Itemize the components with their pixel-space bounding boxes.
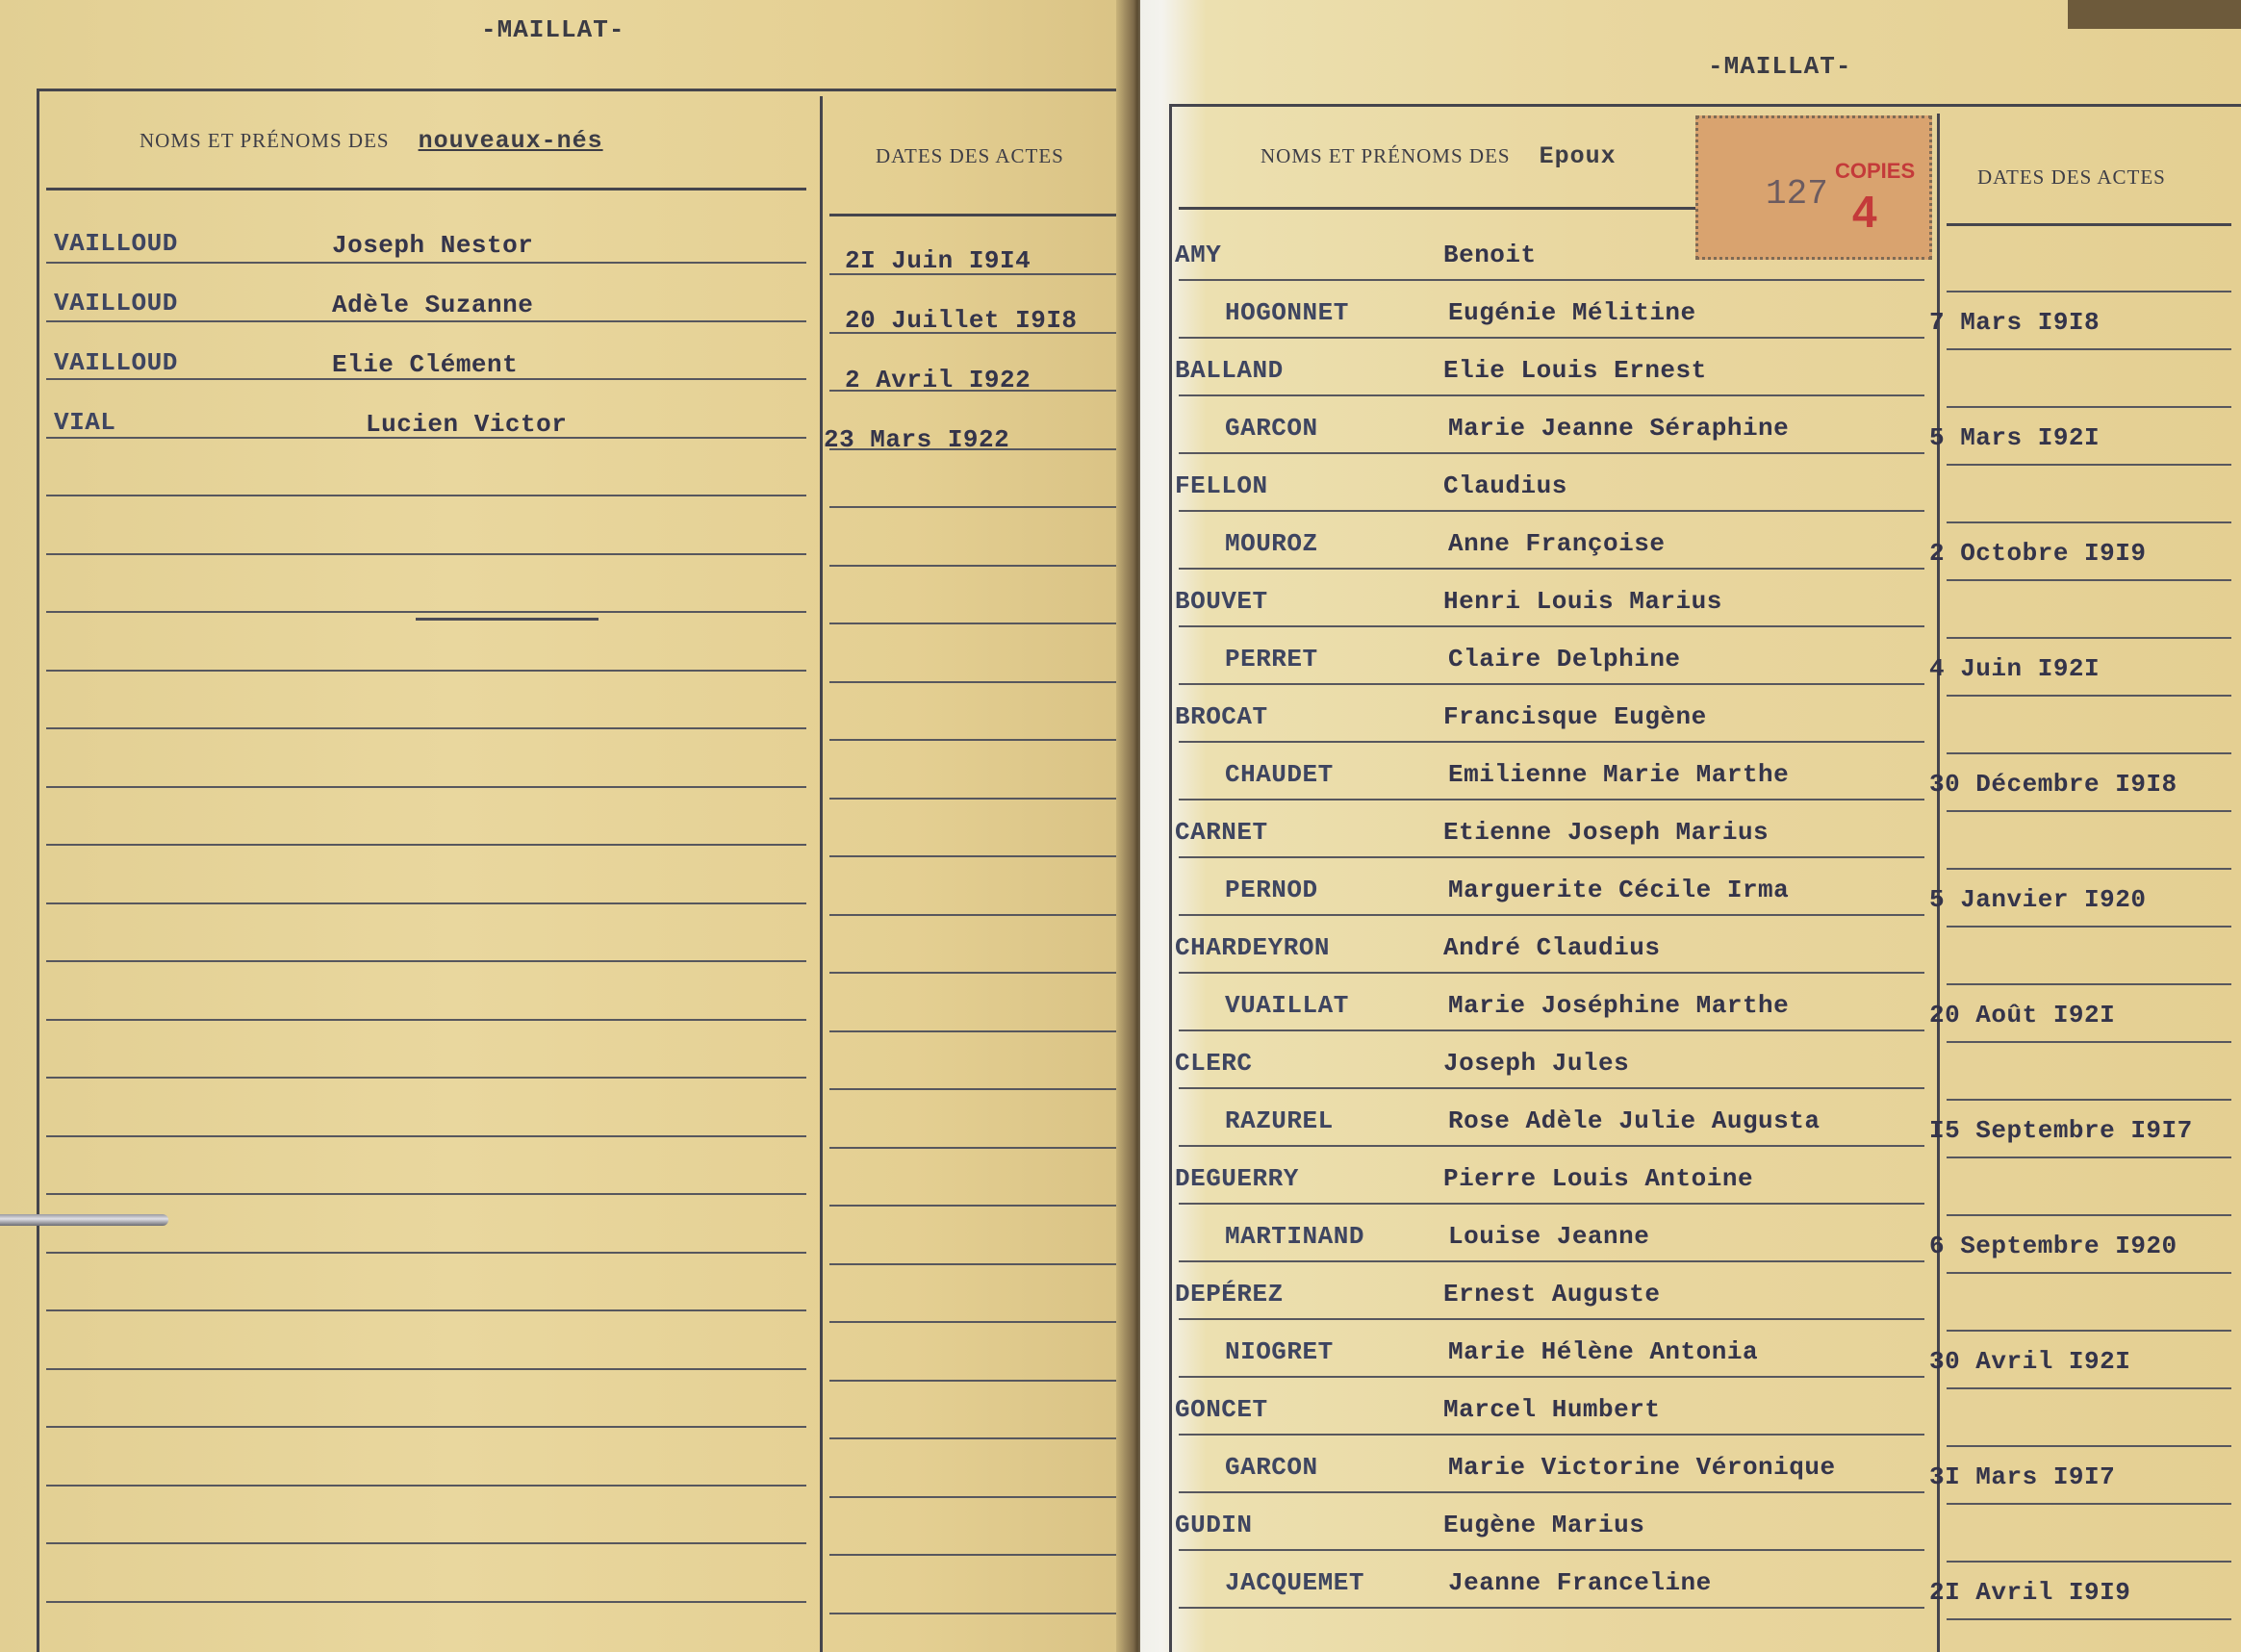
ruled-line (1179, 1029, 1924, 1031)
ruled-line (1947, 1041, 2231, 1043)
husband-given-names: Pierre Louis Antoine (1443, 1164, 1754, 1193)
ruled-line (1179, 1607, 1924, 1609)
wife-surname: JACQUEMET (1225, 1568, 1364, 1597)
ruled-line (829, 855, 1118, 857)
ruled-line (829, 1496, 1118, 1498)
ruled-line (46, 844, 806, 846)
ruled-line (829, 1030, 1118, 1032)
stamp-copies-label: COPIES (1835, 159, 1916, 183)
right-names-header (1261, 142, 1617, 170)
ruled-line (1947, 1214, 2231, 1216)
left-names-header-label: NOMS ET PRÉNOMS DES (140, 129, 390, 152)
wife-surname: RAZUREL (1225, 1106, 1334, 1135)
wife-surname: HOGONNET (1225, 298, 1349, 327)
ruled-line (1179, 1318, 1924, 1320)
stamp-number: 127 (1766, 174, 1828, 214)
wife-given-names: Anne Françoise (1448, 529, 1666, 558)
marriage-act-date: 30 Avril I92I (1929, 1347, 2131, 1376)
wife-given-names: Marie Victorine Véronique (1448, 1453, 1836, 1482)
left-names-header (140, 127, 603, 155)
wife-surname: MOUROZ (1225, 529, 1318, 558)
husband-surname: DEGUERRY (1175, 1164, 1299, 1193)
husband-given-names: Joseph Jules (1443, 1049, 1630, 1078)
husband-given-names: Benoit (1443, 241, 1537, 269)
right-date-header: DATES DES ACTES (1977, 165, 2166, 189)
ruled-line (829, 1321, 1118, 1323)
ruled-line (1179, 1203, 1924, 1205)
husband-given-names: Henri Louis Marius (1443, 587, 1722, 616)
ruled-line (46, 495, 806, 496)
ruled-line (1179, 741, 1924, 743)
ruled-line (1179, 799, 1924, 801)
wife-given-names: Marie Jeanne Séraphine (1448, 414, 1790, 443)
birth-surname: VAILLOUD (54, 289, 178, 318)
husband-given-names: Ernest Auguste (1443, 1280, 1661, 1309)
ruled-line (1179, 510, 1924, 512)
marriage-act-date: I5 Septembre I9I7 (1929, 1116, 2193, 1145)
ruled-line (46, 1077, 806, 1079)
right-column-divider (1937, 114, 1940, 1652)
right-names-header-fill: Epoux (1539, 142, 1617, 170)
ruled-line (1947, 752, 2231, 754)
marriage-act-date: 5 Mars I92I (1929, 423, 2101, 452)
ruled-line (1179, 279, 1924, 281)
husband-given-names: Elie Louis Ernest (1443, 356, 1707, 385)
ruled-line (46, 960, 806, 962)
birth-act-date: 2I Juin I9I4 (845, 246, 1031, 275)
marriage-act-date: 7 Mars I9I8 (1929, 308, 2101, 337)
ruled-line (1947, 406, 2231, 408)
husband-given-names: André Claudius (1443, 933, 1661, 962)
ruled-line (46, 902, 806, 904)
birth-given-names: Joseph Nestor (332, 231, 534, 260)
fiscal-stamp (1695, 115, 1932, 260)
ruled-line (46, 1426, 806, 1428)
ruled-line (829, 1554, 1118, 1556)
marriage-act-date: 4 Juin I92I (1929, 654, 2101, 683)
wife-surname: PERNOD (1225, 876, 1318, 904)
wife-given-names: Louise Jeanne (1448, 1222, 1650, 1251)
ruled-line (1947, 1330, 2231, 1332)
ruled-line (1947, 1503, 2231, 1505)
ruled-line (1179, 1491, 1924, 1493)
ruled-line (1179, 1145, 1924, 1147)
ruled-line (1179, 394, 1924, 396)
ruled-line (829, 681, 1118, 683)
ruled-line (1947, 983, 2231, 985)
birth-surname: VIAL (54, 408, 116, 437)
wife-given-names: Claire Delphine (1448, 645, 1681, 674)
husband-surname: DEPÉREZ (1175, 1280, 1284, 1309)
ruled-line (1947, 348, 2231, 350)
ruled-line (46, 727, 806, 729)
ruled-line (829, 506, 1118, 508)
ruled-line (1947, 1387, 2231, 1389)
ruled-line (1947, 464, 2231, 466)
ruled-line (829, 914, 1118, 916)
left-column-divider (820, 96, 823, 1652)
wife-given-names: Marguerite Cécile Irma (1448, 876, 1790, 904)
wife-given-names: Marie Joséphine Marthe (1448, 991, 1790, 1020)
ruled-line (829, 1147, 1118, 1149)
ruled-line (829, 739, 1118, 741)
wife-surname: NIOGRET (1225, 1337, 1334, 1366)
ruled-line (1179, 1260, 1924, 1262)
ruled-line (829, 565, 1118, 567)
ruled-line (1179, 452, 1924, 454)
husband-surname: BALLAND (1175, 356, 1284, 385)
wife-surname: VUAILLAT (1225, 991, 1349, 1020)
ruled-line (46, 611, 806, 613)
ruled-line (1179, 1376, 1924, 1378)
wife-surname: GARCON (1225, 414, 1318, 443)
ruled-line (1947, 1099, 2231, 1101)
husband-surname: CHARDEYRON (1175, 933, 1331, 962)
wife-given-names: Eugénie Mélitine (1448, 298, 1696, 327)
ruled-line (1179, 337, 1924, 339)
wife-surname: PERRET (1225, 645, 1318, 674)
marriage-act-date: 2 Octobre I9I9 (1929, 539, 2147, 568)
left-running-head: -MAILLAT- (481, 15, 625, 44)
marriage-act-date: 2I Avril I9I9 (1929, 1578, 2131, 1607)
ruled-line (1947, 810, 2231, 812)
birth-surname: VAILLOUD (54, 229, 178, 258)
ruled-line (46, 320, 806, 322)
ruled-line (829, 1088, 1118, 1090)
wife-surname: MARTINAND (1225, 1222, 1364, 1251)
ruled-line (829, 1437, 1118, 1439)
ruled-line (1179, 1549, 1924, 1551)
wife-surname: GARCON (1225, 1453, 1318, 1482)
stamp-fee: 4 (1852, 187, 1877, 237)
ruled-line (46, 1368, 806, 1370)
right-names-header-label: NOMS ET PRÉNOMS DES (1261, 144, 1511, 167)
marriage-act-date: 20 Août I92I (1929, 1001, 2116, 1029)
ruled-line (46, 1601, 806, 1603)
ruled-line (1947, 868, 2231, 870)
ruled-line (1947, 1561, 2231, 1563)
ruled-line (46, 670, 806, 672)
husband-surname: GUDIN (1175, 1511, 1253, 1539)
ruled-line (46, 1019, 806, 1021)
ruled-line (829, 1205, 1118, 1207)
ruled-line (829, 1613, 1118, 1614)
ruled-line (46, 786, 806, 788)
wife-given-names: Rose Adèle Julie Augusta (1448, 1106, 1821, 1135)
ruled-line (46, 1309, 806, 1311)
end-of-list-dash (416, 618, 598, 621)
ruled-line (1947, 521, 2231, 523)
ruled-line (829, 972, 1118, 974)
birth-surname: VAILLOUD (54, 348, 178, 377)
ruled-line (829, 798, 1118, 800)
ruled-line (829, 623, 1118, 624)
birth-given-names: Adèle Suzanne (332, 291, 534, 319)
ruled-line (46, 1485, 806, 1487)
ruled-line (46, 553, 806, 555)
birth-act-date: 20 Juillet I9I8 (845, 306, 1078, 335)
ruled-line (1179, 1434, 1924, 1436)
ruled-line (1947, 637, 2231, 639)
ruled-line (1179, 568, 1924, 570)
birth-given-names: Lucien Victor (366, 410, 568, 439)
ruled-line (1179, 856, 1924, 858)
marriage-act-date: 6 Septembre I920 (1929, 1232, 2177, 1260)
ruled-line (46, 262, 806, 264)
ruled-line (1947, 1445, 2231, 1447)
birth-act-date: 23 Mars I922 (824, 425, 1010, 454)
ruled-line (1947, 926, 2231, 928)
husband-given-names: Eugène Marius (1443, 1511, 1645, 1539)
husband-surname: AMY (1175, 241, 1222, 269)
right-running-head: -MAILLAT- (1708, 52, 1852, 81)
birth-given-names: Elie Clément (332, 350, 519, 379)
ruled-line (1179, 914, 1924, 916)
wife-given-names: Emilienne Marie Marthe (1448, 760, 1790, 789)
ruled-line (46, 1193, 806, 1195)
birth-act-date: 2 Avril I922 (845, 366, 1031, 394)
marriage-act-date: 5 Janvier I920 (1929, 885, 2147, 914)
husband-given-names: Claudius (1443, 471, 1567, 500)
wife-surname: CHAUDET (1225, 760, 1334, 789)
left-date-header: DATES DES ACTES (876, 144, 1064, 167)
ruled-line (1947, 291, 2231, 292)
marriage-act-date: 30 Décembre I9I8 (1929, 770, 2177, 799)
ruled-line (1947, 579, 2231, 581)
ruled-line (1179, 972, 1924, 974)
ruled-line (1179, 625, 1924, 627)
ruled-line (46, 1542, 806, 1544)
husband-given-names: Marcel Humbert (1443, 1395, 1661, 1424)
husband-surname: GONCET (1175, 1395, 1268, 1424)
ruled-line (1179, 683, 1924, 685)
husband-surname: FELLON (1175, 471, 1268, 500)
husband-given-names: Francisque Eugène (1443, 702, 1707, 731)
ruled-line (1947, 1618, 2231, 1620)
ruled-line (829, 1380, 1118, 1382)
marriage-act-date: 3I Mars I9I7 (1929, 1462, 2116, 1491)
husband-surname: CARNET (1175, 818, 1268, 847)
left-names-header-fill: nouveaux-nés (418, 127, 603, 155)
ruled-line (1947, 695, 2231, 697)
ruled-line (829, 1263, 1118, 1265)
wife-given-names: Jeanne Franceline (1448, 1568, 1712, 1597)
husband-surname: BROCAT (1175, 702, 1268, 731)
husband-surname: BOUVET (1175, 587, 1268, 616)
right-page (1140, 0, 2241, 1652)
ruled-line (46, 1135, 806, 1137)
ruled-line (1947, 1156, 2231, 1158)
needle (0, 1214, 168, 1226)
ruled-line (1179, 1087, 1924, 1089)
wife-given-names: Marie Hélène Antonia (1448, 1337, 1759, 1366)
husband-surname: CLERC (1175, 1049, 1253, 1078)
ruled-line (1947, 1272, 2231, 1274)
husband-given-names: Etienne Joseph Marius (1443, 818, 1770, 847)
ruled-line (46, 1252, 806, 1254)
